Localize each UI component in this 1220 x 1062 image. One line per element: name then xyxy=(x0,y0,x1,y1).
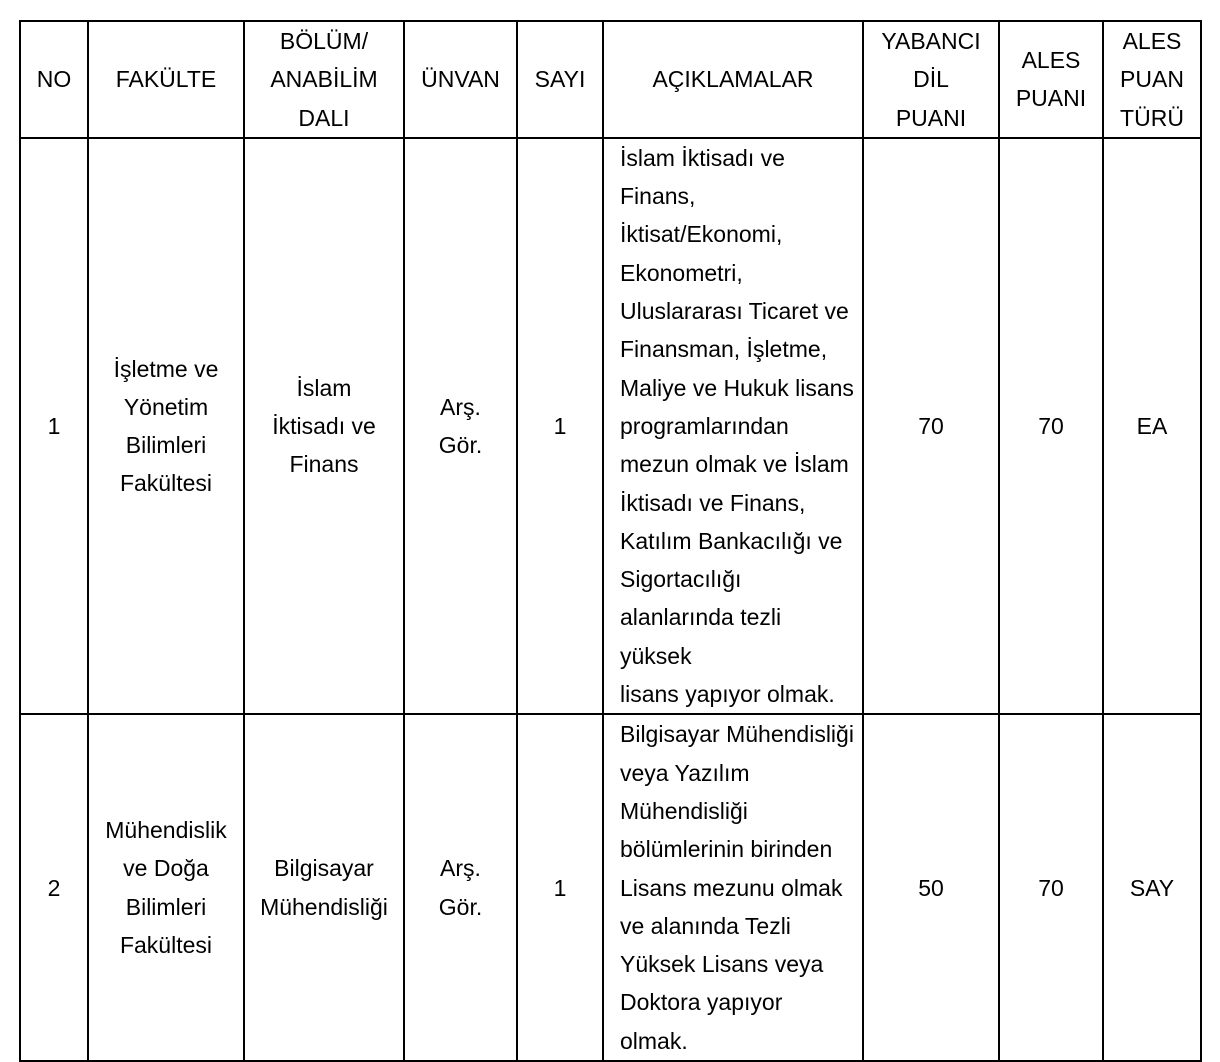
cell-unvan: Arş. Gör. xyxy=(404,138,517,714)
table-header-row xyxy=(20,21,1201,138)
cell-no: 1 xyxy=(20,138,88,714)
cell-ales: 70 xyxy=(999,138,1103,714)
cell-sayi: 1 xyxy=(517,138,603,714)
cell-bolum: Bilgisayar Mühendisliği xyxy=(244,714,404,1061)
cell-yabanci-dil: 70 xyxy=(863,138,999,714)
header-ales-puan-turu: ALES PUAN TÜRÜ xyxy=(1103,21,1201,138)
header-ales-puani: ALES PUANI xyxy=(999,21,1103,138)
cell-aciklama: İslam İktisadı ve Finans, İktisat/Ekonomi, Ekonometri, Uluslararası Ticaret ve Finansman, İşletme, Maliye ve Hukuk lisans programlarından mezun olmak ve İslam İktisadı ve Finans, Katılım Bankacılığı ve Sigortacılığı alanlarında tezli yüksek lisans yapıyor olmak. xyxy=(603,138,863,714)
header-yabanci-dil-puani: YABANCI DİL PUANI xyxy=(863,21,999,138)
positions-table xyxy=(19,20,1202,1062)
header-fakulte: FAKÜLTE xyxy=(88,21,244,138)
cell-bolum: İslam İktisadı ve Finans xyxy=(244,138,404,714)
table-row xyxy=(20,138,1201,714)
cell-fakulte: İşletme ve Yönetim Bilimleri Fakültesi xyxy=(88,138,244,714)
cell-fakulte: Mühendislik ve Doğa Bilimleri Fakültesi xyxy=(88,714,244,1061)
cell-aciklama: Bilgisayar Mühendisliği veya Yazılım Mühendisliği bölümlerinin birinden Lisans mezunu olmak ve alanında Tezli Yüksek Lisans veya Doktora yapıyor olmak. xyxy=(603,714,863,1061)
header-aciklamalar: AÇIKLAMALAR xyxy=(603,21,863,138)
cell-ales: 70 xyxy=(999,714,1103,1061)
cell-unvan: Arş. Gör. xyxy=(404,714,517,1061)
cell-no: 2 xyxy=(20,714,88,1061)
cell-ales-tur: SAY xyxy=(1103,714,1201,1061)
document-page xyxy=(19,20,1202,1062)
header-bolum: BÖLÜM/ ANABİLİM DALI xyxy=(244,21,404,138)
cell-sayi: 1 xyxy=(517,714,603,1061)
header-no: NO xyxy=(20,21,88,138)
header-sayi: SAYI xyxy=(517,21,603,138)
cell-ales-tur: EA xyxy=(1103,138,1201,714)
table-row xyxy=(20,714,1201,1061)
cell-yabanci-dil: 50 xyxy=(863,714,999,1061)
header-unvan: ÜNVAN xyxy=(404,21,517,138)
